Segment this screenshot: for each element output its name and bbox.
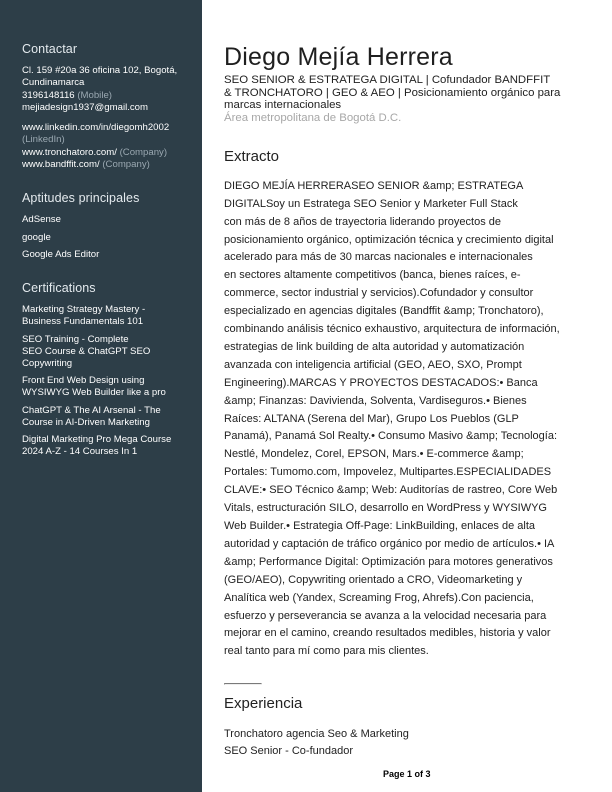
- main-content: [224, 42, 590, 759]
- summary-line: &amp; Performance Digital: Optimización para motores generativos: [224, 555, 553, 568]
- summary-line: Panamá), Panamá Sol Realty.• Consumo Masivo &amp; Tecnología:: [224, 430, 557, 443]
- summary-line: con más de 8 años de trayectoria liderando proyectos de: [224, 215, 501, 228]
- certification-line: SEO Course & ChatGPT SEO: [22, 345, 151, 357]
- experience-title: Experiencia: [224, 695, 303, 713]
- summary-line: DIGITALSoy un Estratega SEO Senior y Marketer Full Stack: [224, 197, 518, 210]
- summary-line: CLAVE:• SEO Técnico &amp; Web: Auditorías de rastreo, Core Web: [224, 484, 558, 497]
- certification-line: Front End Web Design using: [22, 375, 145, 387]
- summary-line: Raíces: ALTANA (Serena del Mar), Grupo Los Pueblos (GLP: [224, 412, 519, 425]
- summary-line: real tanto para mí como para mis clientes.: [224, 645, 429, 658]
- summary-text: [224, 178, 592, 661]
- certification-line: 2024 A-Z - 14 Courses In 1: [22, 446, 138, 458]
- phone-number: 3196148116: [22, 89, 75, 101]
- summary-line: Vitals, estructuración SILO, desarrollo en WordPress y WYSIWYG: [224, 502, 547, 515]
- certification-line: Digital Marketing Pro Mega Course: [22, 434, 172, 446]
- company-link[interactable]: [22, 147, 192, 159]
- summary-line: Engineering).MARCAS Y PROYECTOS DESTACADOS:• Banca: [224, 376, 538, 389]
- skill-item: google: [22, 231, 51, 243]
- phone: [22, 90, 192, 102]
- summary-line: commerce, sector industrial y servicios).Cofundador y consultor: [224, 287, 534, 300]
- linkedin-link[interactable]: www.linkedin.com/in/diegomh2002: [22, 122, 170, 134]
- summary-line: posicionamiento orgánico, optimización técnica y crecimiento digital: [224, 233, 554, 246]
- person-name: Diego Mejía Herrera: [224, 43, 453, 71]
- certifications-heading: Certifications: [22, 281, 96, 296]
- summary-line: Portales: Tumomo.com, Impovelez, Multipartes.ESPECIALIDADES: [224, 466, 552, 479]
- summary-line: mejorar en el camino, creando resultados medibles, historia y valor: [224, 627, 551, 640]
- company-tag: (Company): [102, 159, 150, 171]
- summary-line: especializado en agencias digitales (Bandffit &amp; Tronchatoro),: [224, 305, 544, 318]
- summary-line: Web Builder.• Estrategia Off-Page: LinkBuilding, enlaces de alta: [224, 520, 536, 532]
- summary-line: acelerado para más de 30 marcas nacionales e internacionales: [224, 251, 533, 264]
- certification-line: Business Fundamentals 101: [22, 316, 144, 328]
- headline-line: marcas internacionales: [224, 99, 342, 112]
- headline-line: SEO SENIOR & ESTRATEGA DIGITAL | Cofundador BANDFFIT: [224, 74, 551, 86]
- company-link[interactable]: [22, 159, 192, 171]
- experience-role: SEO Senior - Co-fundador: [224, 744, 354, 757]
- summary-line: avanzada con inteligencia artificial (GEO, AEO, SXO, Prompt: [224, 358, 522, 371]
- phone-type: (Mobile): [77, 89, 112, 101]
- certifications-section: [22, 281, 192, 458]
- skills-heading: Aptitudes principales: [22, 191, 140, 206]
- headline: [224, 74, 590, 112]
- skill-item: Google Ads Editor: [22, 249, 100, 261]
- address-line: Cundinamarca: [22, 77, 85, 89]
- page-number: Page 1 of 3: [383, 769, 431, 779]
- company-tag: (Company): [119, 146, 168, 158]
- summary-title: Extracto: [224, 147, 280, 165]
- summary-line: en sectores altamente competitivos (banca, bienes raíces, e-: [224, 269, 521, 282]
- summary-line: combinando análisis técnico exhaustivo, arquitectura de información,: [224, 323, 560, 336]
- certification-item: [22, 375, 192, 399]
- certification-line: WYSIWYG Web Builder like a pro: [22, 387, 166, 399]
- company-link-url[interactable]: www.tronchatoro.com/: [22, 146, 117, 158]
- certification-line: SEO Training - Complete: [22, 333, 129, 345]
- sidebar: [0, 0, 202, 792]
- address-line: Cl. 159 #20a 36 oficina 102, Bogotá,: [22, 65, 178, 76]
- certification-item: [22, 334, 192, 370]
- certification-item: [22, 405, 192, 429]
- skill-item: AdSense: [22, 214, 61, 226]
- certification-line: Marketing Strategy Mastery -: [22, 304, 146, 316]
- location: Área metropolitana de Bogotá D.C.: [224, 111, 402, 124]
- summary-line: estrategias de link building de alta autoridad y automatización: [224, 340, 525, 353]
- summary-line: &amp; Finanzas: Davivienda, Solventa, Vardiseguros.• Bienes: [224, 394, 527, 407]
- certification-item: [22, 434, 192, 458]
- certification-line: Copywriting: [22, 357, 73, 369]
- summary-line: esfuerzo y perseverancia se avanza a la velocidad necesaria para: [224, 609, 547, 622]
- skills-section: [22, 191, 192, 261]
- summary-line: (GEO/AEO), Copywriting orientado a CRO, Videomarketing y: [224, 573, 523, 586]
- summary-line: Nestlé, Mondelez, Corel, EPSON, Mars.• E-commerce &amp;: [224, 448, 524, 461]
- certification-item: [22, 304, 192, 328]
- certification-line: ChatGPT & The AI Arsenal - The: [22, 404, 161, 416]
- headline-line: & TRONCHATORO | GEO & AEO | Posicionamiento orgánico para: [224, 86, 561, 99]
- company-link-url[interactable]: www.bandffit.com/: [22, 159, 100, 171]
- summary-line: DIEGO MEJÍA HERRERASEO SENIOR &amp; ESTRATEGA: [224, 179, 524, 192]
- linkedin-tag: (LinkedIn): [22, 134, 65, 146]
- summary-line: Analítica web (Yandex, Screaming Frog, Ahrefs).Con paciencia,: [224, 591, 534, 604]
- summary-line: autoridad y captación de tráfico orgánico por medio de artículos.• IA: [224, 537, 555, 550]
- email[interactable]: mejiadesign1937@gmail.com: [22, 101, 148, 113]
- contact-section: [22, 42, 192, 171]
- experience-company: Tronchatoro agencia Seo & Marketing: [224, 728, 409, 741]
- certification-line: Course in AI-Driven Marketing: [22, 416, 150, 428]
- contact-heading: Contactar: [22, 42, 78, 56]
